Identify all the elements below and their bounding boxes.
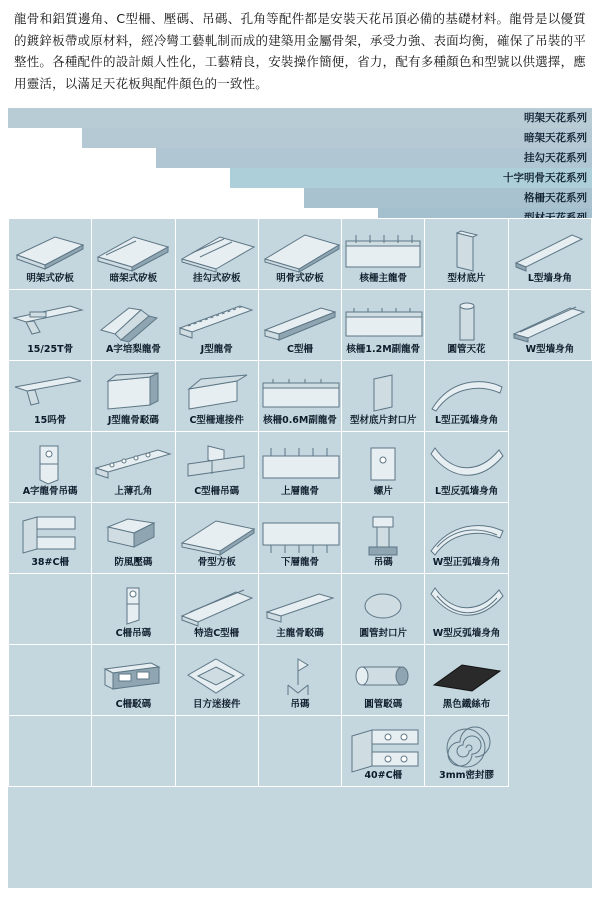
- c-grille-connector-icon: [176, 371, 258, 415]
- product-label: J型龍骨: [200, 344, 233, 355]
- product-cell[interactable]: [9, 290, 92, 361]
- product-cell[interactable]: [258, 645, 341, 716]
- profile-base-strip-icon: [425, 229, 507, 273]
- product-label: 15/25T骨: [27, 344, 74, 355]
- product-cell[interactable]: [425, 574, 508, 645]
- banner-4: [304, 188, 592, 208]
- product-cell[interactable]: [175, 290, 258, 361]
- product-label: 明骨式矽板: [276, 273, 324, 284]
- empty-cell: [258, 716, 341, 787]
- product-chart: [8, 108, 592, 888]
- 40c-grille-icon: [342, 726, 424, 770]
- lower-runner-icon: [259, 513, 341, 557]
- product-label: 15吗骨: [34, 415, 67, 426]
- product-cell[interactable]: [92, 219, 175, 290]
- product-cell[interactable]: [258, 432, 341, 503]
- c-grille-icon: [259, 300, 341, 344]
- l-convex-wall-angle-icon: [425, 371, 507, 415]
- product-cell[interactable]: [258, 290, 341, 361]
- product-label: 40#C柵: [364, 770, 403, 781]
- banner-label: 十字明骨天花系列: [503, 172, 587, 184]
- product-label: 3mm密封膠: [439, 770, 494, 781]
- product-label: A字龍骨吊碼: [22, 486, 78, 497]
- table-row: [9, 503, 592, 574]
- product-cell[interactable]: [425, 503, 508, 574]
- product-cell[interactable]: [9, 503, 92, 574]
- grille-main-runner-icon: [342, 229, 424, 273]
- product-cell[interactable]: [342, 219, 425, 290]
- w-wall-angle-icon: [509, 300, 591, 344]
- product-cell[interactable]: [342, 716, 425, 787]
- product-cell[interactable]: [175, 574, 258, 645]
- product-label: 核柵0.6M副龍骨: [263, 415, 337, 426]
- grille-sub-runner-12m-icon: [342, 300, 424, 344]
- banner-label: 格柵天花系列: [524, 192, 587, 204]
- main-runner-connector-icon: [259, 584, 341, 628]
- product-cell[interactable]: [9, 432, 92, 503]
- product-label: C型柵連接件: [189, 415, 244, 426]
- product-label: 上層龍骨: [280, 486, 319, 497]
- upper-runner-icon: [259, 442, 341, 486]
- product-cell[interactable]: [425, 432, 508, 503]
- product-cell[interactable]: [175, 432, 258, 503]
- round-tube-ceiling-icon: [425, 300, 507, 344]
- hanger-icon: [342, 513, 424, 557]
- round-tube-end-cap-icon: [342, 584, 424, 628]
- a-runner-hanger-icon: [9, 442, 91, 486]
- product-label: 核柵主龍骨: [359, 273, 408, 284]
- banner-label: 挂勾天花系列: [524, 152, 587, 164]
- sealant-roll-icon: [425, 726, 507, 770]
- product-cell[interactable]: [425, 361, 508, 432]
- table-row: [9, 432, 592, 503]
- product-cell[interactable]: [425, 290, 508, 361]
- black-mesh-cloth-icon: [425, 655, 507, 699]
- product-cell[interactable]: [425, 716, 508, 787]
- empty-cell: [9, 574, 92, 645]
- 38c-grille-icon: [9, 513, 91, 557]
- empty-cell: [9, 716, 92, 787]
- product-label: 38#C柵: [31, 557, 69, 568]
- product-cell[interactable]: [508, 290, 591, 361]
- l-concave-wall-angle-icon: [425, 442, 507, 486]
- perforated-angle-icon: [92, 442, 174, 486]
- product-cell[interactable]: [342, 503, 425, 574]
- flat-panel-icon: [9, 229, 91, 273]
- product-cell[interactable]: [9, 219, 92, 290]
- banner-3: [230, 168, 592, 188]
- product-cell[interactable]: [342, 290, 425, 361]
- product-label: C型柵: [286, 344, 313, 355]
- product-label: W型正弧墙身角: [432, 557, 501, 568]
- product-cell[interactable]: [425, 219, 508, 290]
- product-label: J型龍骨駁碼: [107, 415, 159, 426]
- hook-panel-icon: [176, 229, 258, 273]
- product-label: 吊碼: [290, 699, 310, 710]
- product-cell[interactable]: [342, 645, 425, 716]
- product-label: L型墙身角: [527, 273, 572, 284]
- product-label: 防風壓碼: [114, 557, 153, 568]
- empty-cell: [175, 716, 258, 787]
- product-label: 型材底片: [447, 273, 486, 284]
- exposed-panel-icon: [259, 229, 341, 273]
- empty-cell: [92, 716, 175, 787]
- product-label: 骨型方板: [197, 557, 236, 568]
- product-label: W型反弧墙身角: [432, 628, 501, 639]
- product-cell[interactable]: [342, 361, 425, 432]
- banner-label: 明架天花系列: [524, 112, 587, 124]
- product-cell[interactable]: [175, 645, 258, 716]
- grille-sub-runner-06m-icon: [259, 371, 341, 415]
- product-label: 主龍骨駁碼: [276, 628, 324, 639]
- 15-bar-icon: [9, 371, 91, 415]
- round-tube-connector-icon: [342, 655, 424, 699]
- product-cell[interactable]: [175, 361, 258, 432]
- a-shape-runner-icon: [92, 300, 174, 344]
- j-runner-connector-icon: [92, 371, 174, 415]
- product-cell[interactable]: [342, 432, 425, 503]
- product-label: 特造C型柵: [194, 628, 240, 639]
- product-label: 圓管天花: [447, 344, 486, 355]
- product-grid: [8, 218, 592, 787]
- product-cell[interactable]: [9, 361, 92, 432]
- product-label: 圓管駁碼: [364, 699, 403, 710]
- product-label: 吊碼: [373, 557, 393, 568]
- t-bar-icon: [9, 300, 91, 344]
- product-cell[interactable]: [175, 503, 258, 574]
- w-convex-wall-angle-icon: [425, 513, 507, 557]
- product-label: 目方迷接件: [192, 699, 241, 710]
- j-runner-icon: [176, 300, 258, 344]
- product-label: 圓管封口片: [359, 628, 408, 639]
- table-row: [9, 716, 592, 787]
- profile-end-cap-icon: [342, 371, 424, 415]
- table-row: [9, 574, 592, 645]
- product-label: 螺片: [373, 486, 393, 497]
- product-label: 挂勾式矽板: [192, 273, 241, 284]
- l-wall-angle-icon: [509, 229, 591, 273]
- product-label: 上薄孔角: [114, 486, 153, 497]
- product-cell[interactable]: [92, 574, 175, 645]
- square-connector-icon: [176, 655, 258, 699]
- table-row: [9, 219, 592, 290]
- c-grille-hanger-icon: [176, 442, 258, 486]
- product-cell[interactable]: [92, 432, 175, 503]
- product-label: C柵吊碼: [115, 628, 152, 639]
- product-label: 型材底片封口片: [350, 415, 417, 426]
- c-grille-hook-icon: [92, 584, 174, 628]
- product-label: W型墙身角: [525, 344, 575, 355]
- empty-cell: [9, 645, 92, 716]
- hanger-clip-icon: [259, 655, 341, 699]
- product-cell[interactable]: [342, 574, 425, 645]
- product-cell[interactable]: [258, 219, 341, 290]
- table-row: [9, 361, 592, 432]
- product-label: L型正弧墙身角: [435, 415, 499, 426]
- product-cell[interactable]: [92, 645, 175, 716]
- wind-clip-icon: [92, 513, 174, 557]
- product-label: 核柵1.2M副龍骨: [346, 344, 421, 355]
- product-label: 黑色鐵絲布: [442, 699, 491, 710]
- product-cell[interactable]: [92, 361, 175, 432]
- banner-0: [8, 108, 592, 128]
- product-label: L型反弧墙身角: [435, 486, 499, 497]
- product-label: 暗架式矽板: [109, 273, 158, 284]
- banner-2: [156, 148, 592, 168]
- table-row: [9, 290, 592, 361]
- product-label: C型柵吊碼: [194, 486, 240, 497]
- concealed-panel-icon: [92, 229, 174, 273]
- w-concave-wall-angle-icon: [425, 584, 507, 628]
- product-cell[interactable]: [508, 219, 591, 290]
- product-cell[interactable]: [258, 361, 341, 432]
- screw-plate-icon: [342, 442, 424, 486]
- banner-label: 暗架天花系列: [524, 132, 587, 144]
- product-label: 下層龍骨: [280, 557, 319, 568]
- c-grille-splice-icon: [92, 655, 174, 699]
- product-label: A字培梨龍骨: [105, 344, 161, 355]
- product-cell[interactable]: [92, 503, 175, 574]
- square-panel-icon: [176, 513, 258, 557]
- product-cell[interactable]: [425, 645, 508, 716]
- special-c-grille-icon: [176, 584, 258, 628]
- banner-1: [82, 128, 592, 148]
- product-label: 明架式矽板: [26, 273, 74, 284]
- table-row: [9, 645, 592, 716]
- product-cell[interactable]: [175, 219, 258, 290]
- product-cell[interactable]: [258, 503, 341, 574]
- product-cell[interactable]: [92, 290, 175, 361]
- intro-paragraph: 龍骨和鋁質邊角、C型柵、壓碼、吊碼、孔角等配件都是安裝天花吊頂必備的基礎材料。龍骨是以優質的鍍鋅板帶或原材料，經冷彎工藝軋制而成的建築用金屬骨架，承受力強、表面均衡，確保了吊裝的平整性。各種配件的設計頗人性化，工藝精良，安裝操作簡便，省力，配有多種顏色和型號以供選擇，應用靈活，以滿足天花板與配件顏色的一致性。: [14, 11, 586, 91]
- product-label: C柵駁碼: [115, 699, 152, 710]
- product-cell[interactable]: [258, 574, 341, 645]
